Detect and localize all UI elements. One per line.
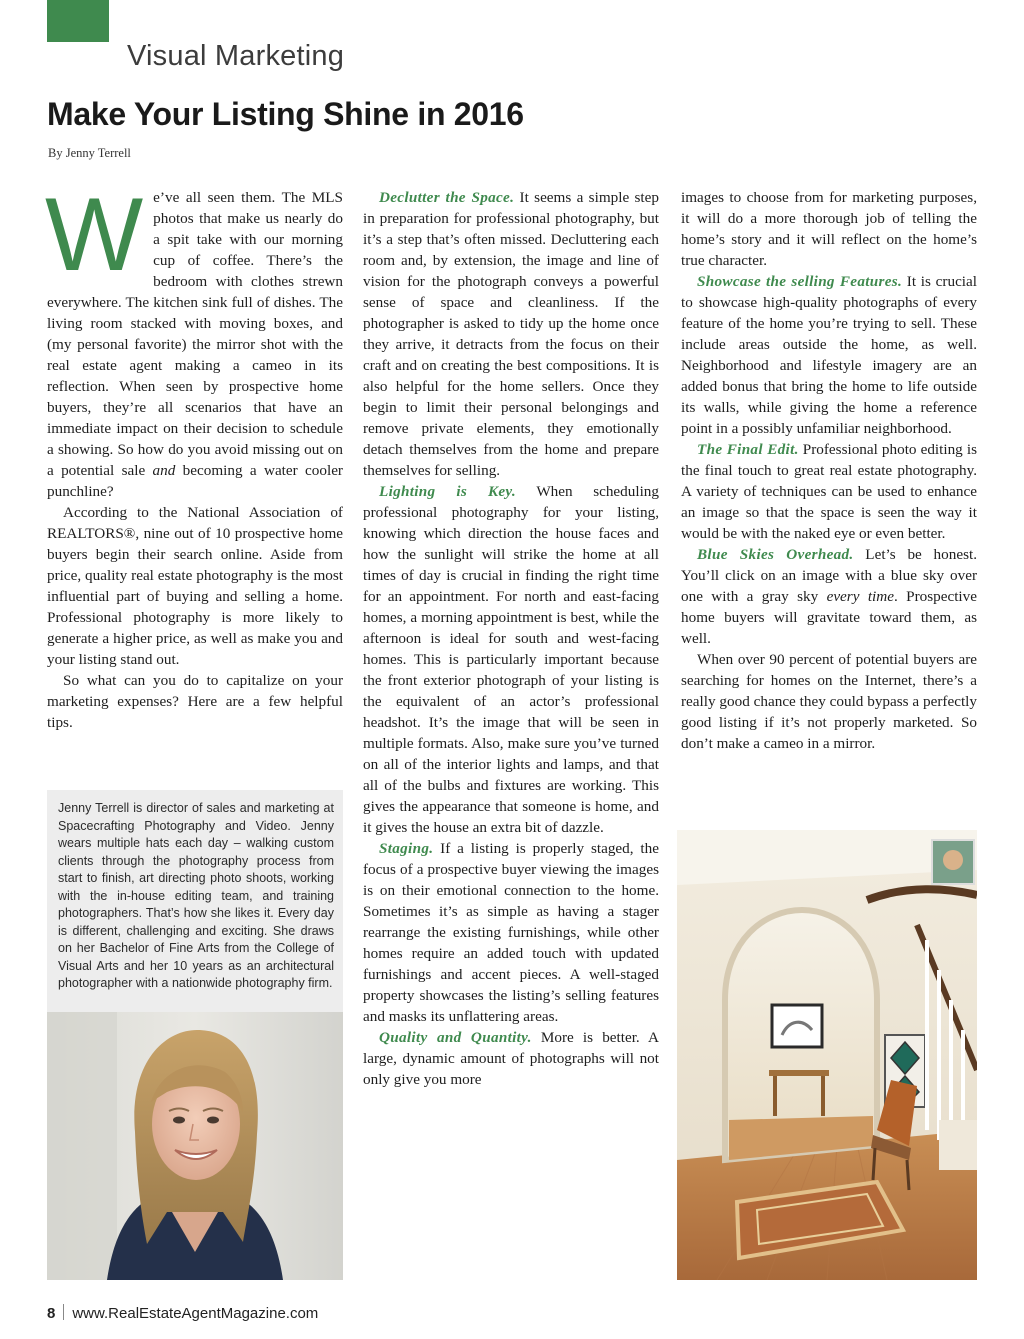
tip-declutter-heading: Declutter the Space. — [379, 189, 515, 206]
tip-staging-text: If a listing is properly staged, the focus of a prospective buyer viewing the images is on their emotional connection to the home. Sometimes it’s as simple as having a stager rearrange the existing furnishings, while other homes require an added touch with updated furnishings and accent pieces. A well-staged property showcases the listing’s selling features and masks its unflattering areas. — [363, 840, 659, 1025]
tip-lighting — [363, 481, 659, 838]
section-color-block — [47, 0, 109, 42]
tip-declutter — [363, 187, 659, 481]
tip-staging-heading: Staging. — [379, 840, 434, 857]
drop-cap: W — [45, 177, 144, 293]
author-portrait-photo — [47, 1012, 343, 1280]
tip-staging — [363, 838, 659, 1027]
tip-lighting-heading: Lighting is Key. — [379, 483, 516, 500]
intro-emphasis: and — [152, 462, 176, 479]
page-number: 8 — [47, 1305, 56, 1322]
section-label: Visual Marketing — [127, 40, 345, 72]
tip-blue-skies-end: . Prospective home buyers will gravitate toward them, as well. — [681, 588, 977, 647]
tip-lighting-text: When scheduling professional photography for your listing, knowing which direction the house faces and how the sunlight will strike the home at all times of day is crucial in finding the right time for an appointment. For north and east-facing homes, a morning appointment is best, while the afternoon is ideal for south and west-facing homes. This is particularly important because the front exterior photograph of your listing is the equivalent of an actor’s professional headshot. It’s the image that will be seen in multiple formats. Also, make sure you’ve turned on all of the interior lights and lamps, and that all of the bulbs and fixtures are working. This gives the appearance that someone is home, and it gives the house an extra bit of dazzle. — [363, 483, 659, 836]
page-footer — [47, 1304, 318, 1322]
tip-quality-continued: images to choose from for marketing purposes, it will do a more thorough job of telling the home’s story and it will reflect on the home’s true character. — [681, 189, 977, 269]
tip-showcase-heading: Showcase the selling Features. — [697, 273, 903, 290]
paragraph-realtors: According to the National Association of REALTORS®, nine out of 10 prospective home buyers begin their search online. Aside from price, quality real estate photography is the most influential part of buying and selling a home. Professional photography is more likely to generate a higher price, as well as make you and your listing stand out. — [47, 504, 343, 668]
tip-final-edit-heading: The Final Edit. — [697, 441, 799, 458]
tip-quality — [363, 1027, 659, 1090]
article-column-3 — [681, 187, 977, 754]
byline: By Jenny Terrell — [48, 146, 131, 160]
intro-text-end: becoming a water cooler punchline? — [47, 462, 343, 500]
author-bio-box — [47, 790, 343, 1280]
interior-hallway-photo — [677, 830, 977, 1280]
tip-blue-skies-emphasis: every time — [826, 588, 894, 605]
footer-website: www.RealEstateAgentMagazine.com — [72, 1305, 319, 1322]
tip-final-edit-text: Professional photo editing is the final touch to great real estate photography. A variety of techniques can be used to enhance an image so that the space is seen the way it would be with the naked eye or even better. — [681, 441, 977, 542]
tip-showcase — [681, 271, 977, 439]
tip-final-edit — [681, 439, 977, 544]
author-bio-text: Jenny Terrell is director of sales and marketing at Spacecrafting Photography and Video. Jenny wears multiple hats each day – walking custom clients through the photography process from start to finish, art directing photo shoots, working with the in-house editing team, and training photographers. That’s how she likes it. Every day is different, challenging and exciting. She draws on her Bachelor of Fine Arts from the College of Visual Arts and her 10 years as an architectural photographer with a nationwide photography firm. — [58, 801, 334, 990]
footer-divider — [63, 1304, 64, 1320]
conclusion-paragraph: When over 90 percent of potential buyers are searching for homes on the Internet, there’s a really good chance they could bypass a perfectly good listing if it’s not properly marketed. So don’t make a cameo in a mirror. — [681, 651, 977, 752]
tip-blue-skies-heading: Blue Skies Overhead. — [697, 546, 854, 563]
tip-blue-skies-text: Let’s be honest. You’ll click on an image with a blue sky over one with a gray sky — [681, 546, 977, 605]
tip-quality-heading: Quality and Quantity. — [379, 1029, 532, 1046]
intro-text: e’ve all seen them. The MLS photos that make us nearly do a spit take with our morning cup of coffee. There’s the bedroom with clothes strewn everywhere. The kitchen sink full of dishes. The living room stacked with moving boxes, and (my personal favorite) the mirror shot with the real estate agent making a cameo in its reflection. When seen by prospective home buyers, they’re all scenarios that have an immediate impact on their decision to schedule a showing. So how do you avoid missing out on a potential sale — [47, 189, 343, 479]
article-headline: Make Your Listing Shine in 2016 — [47, 96, 524, 132]
article-column-1 — [45, 177, 343, 733]
tip-showcase-text: It is crucial to showcase high-quality photographs of every feature of the home you’re trying to sell. These include areas outside the home, as well. Neighborhood and lifestyle imagery are an added bonus that bring the home to life outside its walls, while giving the home a reference point in a possibly unfamiliar neighborhood. — [681, 273, 977, 437]
tip-blue-skies — [681, 544, 977, 649]
tip-quality-text: More is better. A large, dynamic amount of photographs will not only give you more — [363, 1029, 659, 1088]
article-column-2 — [363, 187, 659, 1279]
tip-declutter-text: It seems a simple step in preparation for professional photography, but it’s a step that’s often missed. Decluttering each room and, by extension, the image and line of vision for the photograph conveys a powerful sense of space and cleanliness. If the photographer is asked to tidy up the home once they arrive, it detracts from the focus on their craft and on creating the best compositions. It is also helpful for the home sellers. Once they begin to limit their personal belongings and remove private elements, they emotionally detach themselves from the home and prepare themselves for selling. — [363, 189, 659, 479]
paragraph-tips-intro: So what can you do to capitalize on your marketing expenses? Here are a few helpful tips. — [47, 672, 343, 731]
intro-paragraph — [45, 177, 343, 502]
